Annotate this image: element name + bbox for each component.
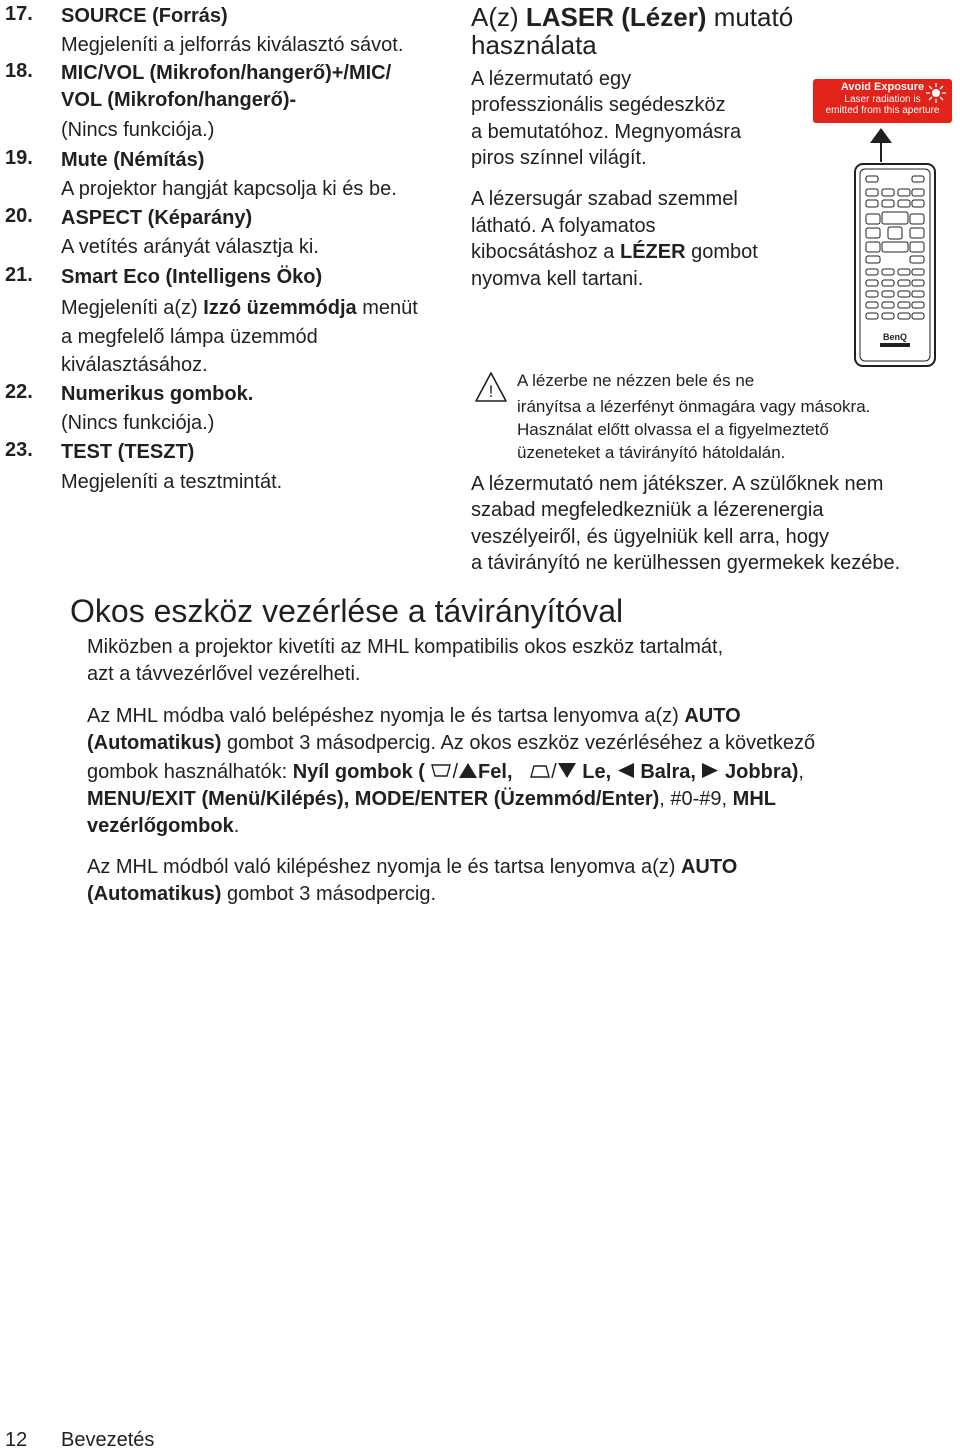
mhl-paragraph: Miközben a projektor kivetíti az MHL kompatibilis okos eszköz tartalmát, [87, 636, 724, 658]
text-span: gombot 3 másodpercig. [221, 883, 437, 905]
laser-para1: a bemutatóhoz. Megnyomásra [471, 121, 742, 143]
bold-span: Balra, [640, 761, 696, 783]
bold-span: (Automatikus) [87, 883, 222, 905]
screen-up-icon [430, 763, 452, 779]
bold-span: Nyíl gombok ( [292, 761, 425, 783]
bold-span: Izzó üzemmódja [203, 297, 357, 319]
item-title: MIC/VOL (Mikrofon/hangerő)+/MIC/ [61, 62, 392, 84]
text-span: , [798, 761, 804, 783]
bold-span: (Automatikus) [87, 732, 222, 754]
laser-warning-label [813, 79, 952, 123]
mhl-paragraph: azt a távvezérlővel vezérelheti. [87, 663, 361, 685]
text-span: . [233, 815, 240, 837]
bold-span: AUTO [684, 705, 741, 727]
item-number: 19. [5, 147, 33, 169]
laser-para2: látható. A folyamatos [471, 215, 656, 237]
laser-para2 [471, 239, 758, 266]
laser-para1: piros színnel világít. [471, 147, 647, 169]
mhl-paragraph [87, 813, 239, 840]
item-description: A vetítés arányát választja ki. [61, 236, 319, 258]
laser-para1: A lézermutató egy [471, 68, 632, 90]
label-title: Avoid Exposure [840, 81, 925, 93]
bold-span: LÉZER [619, 241, 686, 263]
bold-span: LASER (Lézer) [525, 2, 707, 32]
text-span: kibocsátáshoz a [471, 241, 620, 263]
warning-text: irányítsa a lézerfényt önmagára vagy másokra. [517, 397, 871, 416]
item-description: A projektor hangját kapcsolja ki és be. [61, 178, 397, 200]
triangle-left-icon [617, 762, 635, 779]
text-span: menüt [356, 297, 418, 319]
bold-span: MENU/EXIT (Menü/Kilépés), MODE/ENTER (Üzemmód/Enter) [87, 788, 660, 810]
mhl-paragraph [87, 881, 436, 908]
bold-span: vezérlőgombok [87, 815, 234, 837]
item-title: VOL (Mikrofon/hangerő)- [61, 89, 297, 111]
bold-span: MHL [732, 788, 776, 810]
mhl-paragraph [87, 730, 815, 757]
laser-heading [471, 3, 793, 31]
item-title: ASPECT (Képarány) [61, 207, 253, 229]
item-number: 21. [5, 264, 33, 286]
laser-para3: szabad megfeledkezniük a lézerenergia [471, 499, 824, 521]
item-description: a megfelelő lámpa üzemmód [61, 326, 318, 348]
warning-text: Használat előtt olvassa el a figyelmeztető [517, 420, 829, 439]
text-span: gombot 3 másodpercig. Az okos eszköz vezérléséhez a következő [221, 732, 816, 754]
section-title: Okos eszköz vezérlése a távirányítóval [70, 593, 624, 629]
text-span: Az MHL módba való belépéshez nyomja le és tartsa lenyomva a(z) [87, 705, 685, 727]
item-title: Mute (Némítás) [61, 149, 205, 171]
arrow-up-icon [866, 127, 896, 163]
item-description: Megjeleníti a jelforrás kiválasztó sávot. [61, 34, 404, 56]
warning-mark: ! [488, 382, 494, 401]
starburst-icon [925, 82, 947, 104]
laser-heading-line2: használata [471, 30, 597, 60]
text-span: / [452, 761, 459, 783]
laser-para3: A lézermutató nem játékszer. A szülőknek nem [471, 473, 884, 495]
item-description: Megjeleníti a tesztmintát. [61, 471, 283, 493]
item-number: 23. [5, 439, 33, 461]
item-description [61, 294, 418, 323]
text-span: mutató [706, 2, 794, 32]
page-number: 12 [5, 1429, 28, 1451]
text-span: A(z) [471, 2, 526, 32]
warning-text: A lézerbe ne nézzen bele és ne [517, 371, 755, 390]
item-number: 17. [5, 3, 33, 25]
text-span: Megjeleníti a(z) [61, 297, 204, 319]
text-span: / [551, 761, 557, 783]
item-title: Numerikus gombok. [61, 383, 254, 405]
item-description: (Nincs funkciója.) [61, 412, 215, 434]
bold-span: Le, [582, 761, 612, 783]
laser-para2: nyomva kell tartani. [471, 268, 644, 290]
footer-section-name: Bevezetés [61, 1429, 155, 1451]
mhl-paragraph [87, 786, 776, 813]
triangle-right-icon [701, 762, 719, 779]
warning-triangle-icon [474, 371, 508, 403]
laser-para3: a távirányító ne kerülhessen gyermekek kezébe. [471, 552, 901, 574]
text-span: gombot [685, 241, 758, 263]
item-number: 18. [5, 60, 33, 82]
bold-span: Fel, [478, 761, 513, 783]
label-text: emitted from this aperture [825, 105, 940, 116]
laser-para2: A lézersugár szabad szemmel [471, 188, 738, 210]
remote-brand-logo: BenQ [882, 332, 908, 342]
item-description: (Nincs funkciója.) [61, 119, 215, 141]
triangle-up-icon [458, 762, 478, 779]
mhl-paragraph [87, 759, 804, 786]
laser-para3: veszélyeiről, és ügyelniük kell arra, hogy [471, 526, 829, 548]
bold-span: Jobbra) [725, 761, 799, 783]
warning-text: üzeneteket a távirányító hátoldalán. [517, 443, 786, 462]
label-text: Laser radiation is [844, 94, 921, 105]
item-number: 20. [5, 205, 33, 227]
text-span: Az MHL módból való kilépéshez nyomja le és tartsa lenyomva a(z) [87, 856, 681, 878]
item-title: TEST (TESZT) [61, 441, 195, 463]
item-title: Smart Eco (Intelligens Öko) [61, 266, 323, 288]
bold-span: AUTO [680, 856, 738, 878]
text-span: gombok használhatók: [87, 761, 293, 783]
item-number: 22. [5, 381, 33, 403]
remote-control-illustration [853, 162, 937, 368]
mhl-paragraph [87, 703, 741, 730]
triangle-down-icon [557, 762, 577, 779]
laser-para1: professzionális segédeszköz [471, 94, 726, 116]
screen-down-icon [529, 763, 551, 779]
item-title: SOURCE (Forrás) [61, 5, 228, 27]
item-description: kiválasztásához. [61, 354, 208, 376]
mhl-paragraph [87, 854, 737, 881]
text-span: , #0-#9, [659, 788, 733, 810]
